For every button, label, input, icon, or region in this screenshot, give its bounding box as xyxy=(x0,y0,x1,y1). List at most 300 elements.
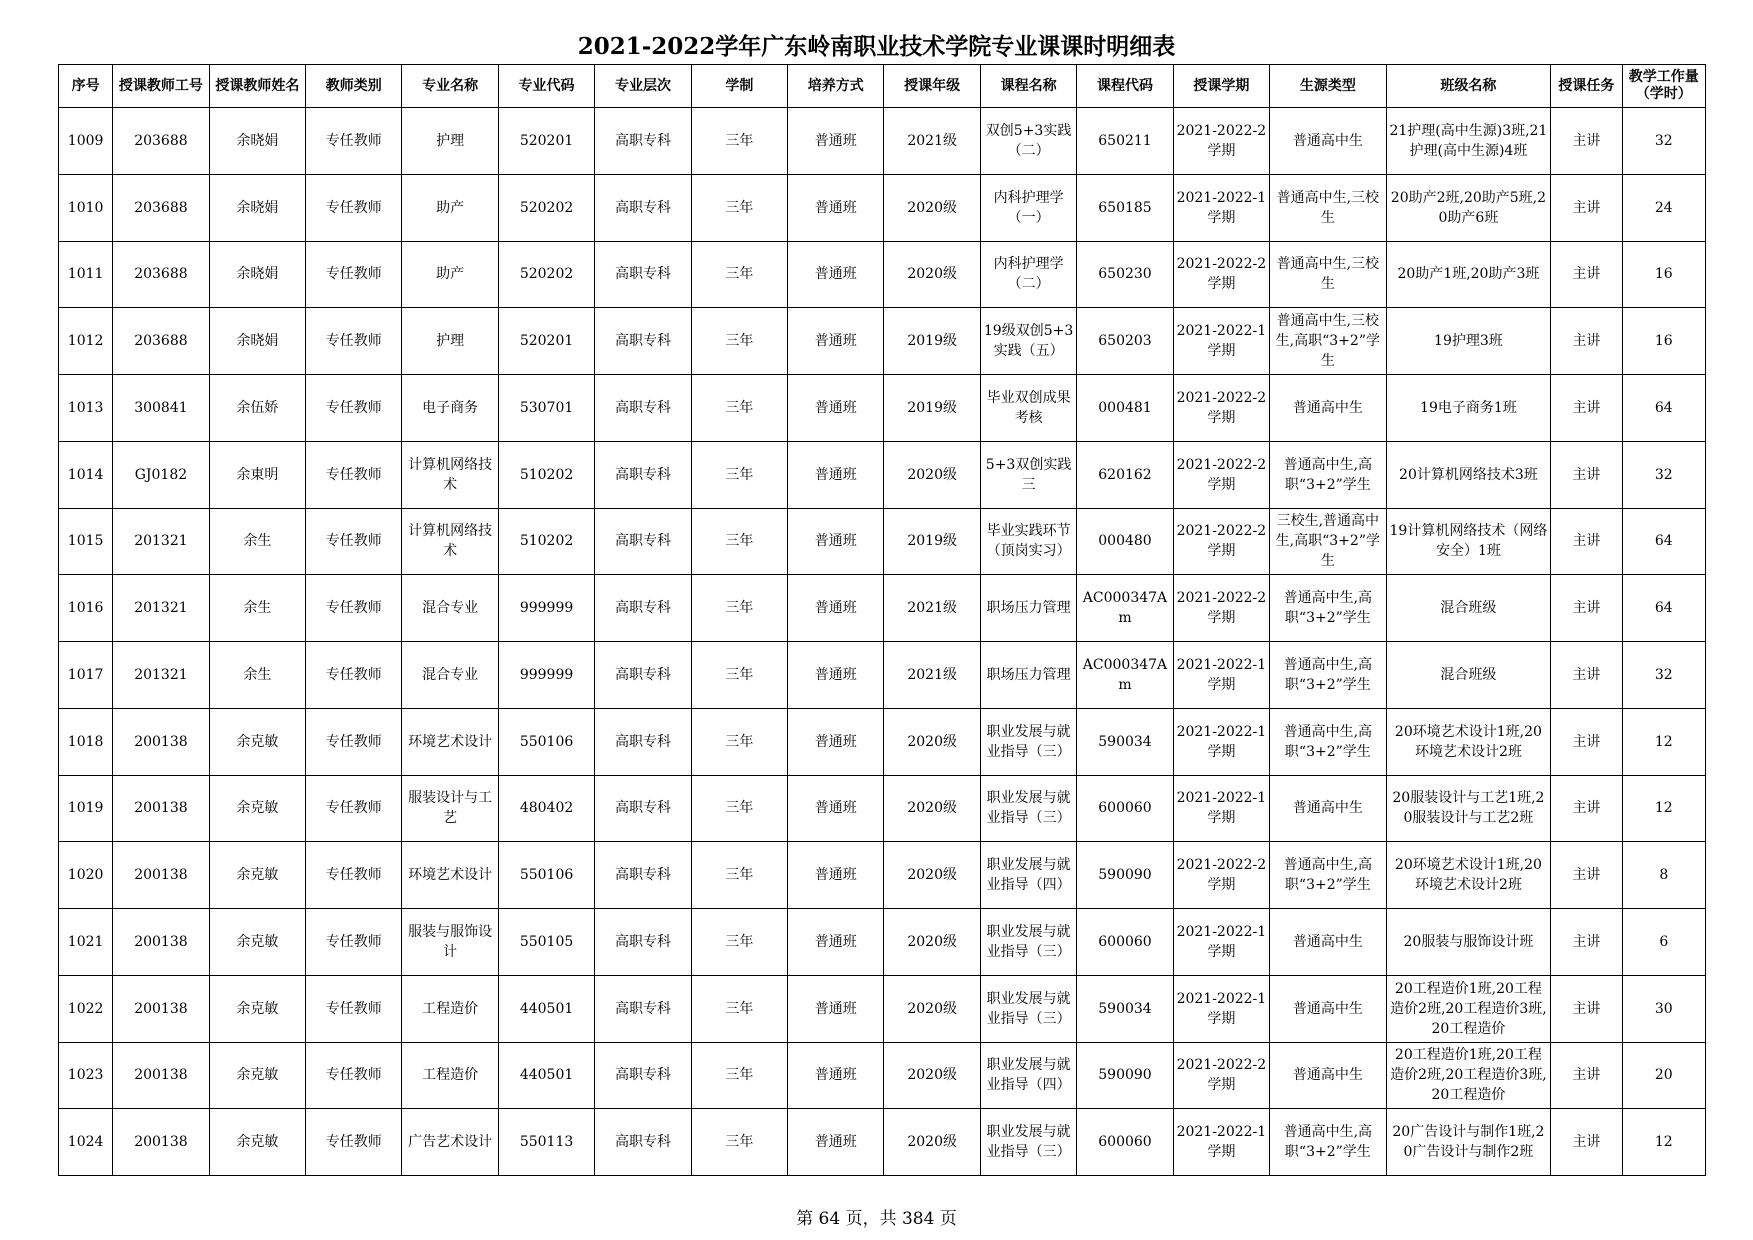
table-row xyxy=(59,575,1706,642)
table-cell: 三年 xyxy=(691,508,787,575)
table-cell: 201321 xyxy=(113,642,209,709)
table-cell: 24 xyxy=(1622,174,1705,241)
class-name-text: 混合班级 xyxy=(1440,600,1497,617)
table-cell: 主讲 xyxy=(1551,909,1622,976)
table-cell: 2021-2022-1学期 xyxy=(1173,708,1269,775)
table-cell: 550106 xyxy=(498,842,594,909)
table-cell xyxy=(1386,508,1551,575)
table-cell: 主讲 xyxy=(1551,108,1622,175)
class-name-text: 19电子商务1班 xyxy=(1420,399,1517,416)
table-row xyxy=(59,375,1706,442)
table-cell: 职业发展与就业指导（四） xyxy=(980,842,1076,909)
table-cell: 专任教师 xyxy=(306,775,402,842)
course-hours-table xyxy=(58,64,1706,1176)
table-cell: 三年 xyxy=(691,909,787,976)
table-cell: 1017 xyxy=(59,642,113,709)
column-header: 课程名称 xyxy=(980,65,1076,108)
table-cell: 600060 xyxy=(1077,775,1173,842)
table-cell: 20 xyxy=(1622,1042,1705,1109)
table-cell: 助产 xyxy=(402,174,498,241)
table-cell: 三年 xyxy=(691,441,787,508)
table-cell: 主讲 xyxy=(1551,375,1622,442)
table-cell: 2019级 xyxy=(884,308,980,375)
table-cell: 普通高中生,高职“3+2”学生 xyxy=(1270,575,1386,642)
table-cell: 高职专科 xyxy=(595,508,691,575)
table-cell: 1013 xyxy=(59,375,113,442)
table-cell: 普通高中生 xyxy=(1270,108,1386,175)
class-name-text: 20工程造价1班,20工程造价2班,20工程造价3班,20工程造价 xyxy=(1390,1047,1547,1104)
table-cell: 200138 xyxy=(113,708,209,775)
table-cell: 600060 xyxy=(1077,909,1173,976)
table-cell: 650211 xyxy=(1077,108,1173,175)
table-cell: 专任教师 xyxy=(306,708,402,775)
table-cell: 1012 xyxy=(59,308,113,375)
table-cell: 主讲 xyxy=(1551,308,1622,375)
table-cell: 三年 xyxy=(691,775,787,842)
table-cell: 三年 xyxy=(691,708,787,775)
table-cell: 职场压力管理 xyxy=(980,575,1076,642)
table-cell: 2021-2022-1学期 xyxy=(1173,308,1269,375)
table-cell xyxy=(1386,375,1551,442)
column-header: 授课任务 xyxy=(1551,65,1622,108)
column-header: 授课学期 xyxy=(1173,65,1269,108)
table-cell: 双创5+3实践（二） xyxy=(980,108,1076,175)
table-cell xyxy=(1386,575,1551,642)
class-name-text: 19计算机网络技术（网络安全）1班 xyxy=(1389,523,1548,560)
table-cell: 余晓娟 xyxy=(209,108,305,175)
table-cell: 普通高中生,高职“3+2”学生 xyxy=(1270,642,1386,709)
table-cell: 200138 xyxy=(113,909,209,976)
table-cell: 高职专科 xyxy=(595,708,691,775)
table-cell: 三年 xyxy=(691,575,787,642)
table-cell: 普通高中生 xyxy=(1270,909,1386,976)
column-header: 序号 xyxy=(59,65,113,108)
table-cell: 普通班 xyxy=(788,1109,884,1176)
table-cell: 高职专科 xyxy=(595,642,691,709)
table-cell: 余晓娟 xyxy=(209,241,305,308)
table-cell: 服装与服饰设计 xyxy=(402,909,498,976)
table-cell: 三年 xyxy=(691,241,787,308)
table-cell: 余晓娟 xyxy=(209,174,305,241)
table-row xyxy=(59,775,1706,842)
table-cell: GJ0182 xyxy=(113,441,209,508)
table-cell: 620162 xyxy=(1077,441,1173,508)
table-cell: 2021-2022-2学期 xyxy=(1173,575,1269,642)
table-cell xyxy=(1386,308,1551,375)
class-name-text: 20广告设计与制作1班,20广告设计与制作2班 xyxy=(1392,1124,1545,1161)
column-header: 班级名称 xyxy=(1386,65,1551,108)
table-cell: 1015 xyxy=(59,508,113,575)
table-cell: 550106 xyxy=(498,708,594,775)
column-header: 培养方式 xyxy=(788,65,884,108)
table-cell: 6 xyxy=(1622,909,1705,976)
table-cell: 环境艺术设计 xyxy=(402,708,498,775)
table-cell: 主讲 xyxy=(1551,575,1622,642)
table-cell: 三年 xyxy=(691,975,787,1042)
column-header: 授课教师工号 xyxy=(113,65,209,108)
table-cell: 主讲 xyxy=(1551,441,1622,508)
table-cell: 520201 xyxy=(498,108,594,175)
table-cell: 高职专科 xyxy=(595,975,691,1042)
table-cell: 环境艺术设计 xyxy=(402,842,498,909)
table-cell xyxy=(1386,441,1551,508)
table-cell: 余克敏 xyxy=(209,1042,305,1109)
table-cell: 专任教师 xyxy=(306,308,402,375)
table-cell: 520201 xyxy=(498,308,594,375)
table-cell: 32 xyxy=(1622,108,1705,175)
table-cell: 余克敏 xyxy=(209,775,305,842)
table-cell: 职业发展与就业指导（三） xyxy=(980,775,1076,842)
table-cell: 203688 xyxy=(113,174,209,241)
table-cell: 1023 xyxy=(59,1042,113,1109)
table-cell: 护理 xyxy=(402,108,498,175)
page-footer: 第 64 页，共 384 页 xyxy=(796,1209,957,1229)
table-cell: 8 xyxy=(1622,842,1705,909)
table-cell: 2021-2022-1学期 xyxy=(1173,975,1269,1042)
column-header: 教学工作量（学时） xyxy=(1622,65,1705,108)
table-cell: 32 xyxy=(1622,642,1705,709)
table-row xyxy=(59,508,1706,575)
table-cell: 2020级 xyxy=(884,174,980,241)
table-cell: 三校生,普通高中生,高职“3+2”学生 xyxy=(1270,508,1386,575)
column-header: 授课教师姓名 xyxy=(209,65,305,108)
class-name-text: 20环境艺术设计1班,20环境艺术设计2班 xyxy=(1394,857,1542,894)
column-header: 生源类型 xyxy=(1270,65,1386,108)
table-cell: 高职专科 xyxy=(595,308,691,375)
table-cell: 2020级 xyxy=(884,1109,980,1176)
table-cell: 30 xyxy=(1622,975,1705,1042)
table-cell: 计算机网络技术 xyxy=(402,441,498,508)
table-cell: 普通高中生 xyxy=(1270,775,1386,842)
table-cell: 16 xyxy=(1622,308,1705,375)
table-cell: 主讲 xyxy=(1551,1042,1622,1109)
table-cell: 32 xyxy=(1622,441,1705,508)
column-header: 学制 xyxy=(691,65,787,108)
table-cell: 999999 xyxy=(498,575,594,642)
table-cell: 余生 xyxy=(209,575,305,642)
table-cell: 19级双创5+3实践（五） xyxy=(980,308,1076,375)
table-cell xyxy=(1386,1109,1551,1176)
table-cell: 16 xyxy=(1622,241,1705,308)
table-cell: 专任教师 xyxy=(306,575,402,642)
table-cell: 主讲 xyxy=(1551,1109,1622,1176)
table-cell: 电子商务 xyxy=(402,375,498,442)
table-cell xyxy=(1386,975,1551,1042)
table-cell xyxy=(1386,174,1551,241)
table-cell: 普通班 xyxy=(788,375,884,442)
table-cell xyxy=(1386,1042,1551,1109)
table-cell: 550105 xyxy=(498,909,594,976)
table-cell: 2021级 xyxy=(884,108,980,175)
table-cell: 高职专科 xyxy=(595,375,691,442)
table-cell: 广告艺术设计 xyxy=(402,1109,498,1176)
table-cell: 440501 xyxy=(498,1042,594,1109)
table-cell: 三年 xyxy=(691,842,787,909)
table-cell: 2021-2022-1学期 xyxy=(1173,775,1269,842)
table-cell: 520202 xyxy=(498,241,594,308)
table-cell: 余克敏 xyxy=(209,708,305,775)
column-header: 授课年级 xyxy=(884,65,980,108)
table-cell: 职业发展与就业指导（四） xyxy=(980,1042,1076,1109)
table-cell: 主讲 xyxy=(1551,241,1622,308)
column-header: 教师类别 xyxy=(306,65,402,108)
table-cell: 2021-2022-1学期 xyxy=(1173,642,1269,709)
table-cell: 2021-2022-2学期 xyxy=(1173,842,1269,909)
table-cell: 三年 xyxy=(691,108,787,175)
table-cell: 余伍娇 xyxy=(209,375,305,442)
table-cell xyxy=(1386,708,1551,775)
table-cell xyxy=(1386,241,1551,308)
table-cell: 1009 xyxy=(59,108,113,175)
table-row xyxy=(59,1042,1706,1109)
table-cell: 专任教师 xyxy=(306,1109,402,1176)
table-cell: 2020级 xyxy=(884,241,980,308)
table-cell: 普通高中生,高职“3+2”学生 xyxy=(1270,441,1386,508)
table-cell: 服装设计与工艺 xyxy=(402,775,498,842)
table-cell: 2021-2022-1学期 xyxy=(1173,174,1269,241)
table-cell: 三年 xyxy=(691,174,787,241)
class-name-text: 21护理(高中生源)3班,21护理(高中生源)4班 xyxy=(1389,122,1548,159)
table-cell: 混合专业 xyxy=(402,642,498,709)
table-cell: AC000347Am xyxy=(1077,642,1173,709)
table-cell: 职业发展与就业指导（三） xyxy=(980,975,1076,1042)
table-cell: 650203 xyxy=(1077,308,1173,375)
table-cell: 2019级 xyxy=(884,375,980,442)
table-cell: 200138 xyxy=(113,975,209,1042)
column-header: 专业代码 xyxy=(498,65,594,108)
table-cell xyxy=(1386,108,1551,175)
table-cell: 2021级 xyxy=(884,642,980,709)
table-cell: 64 xyxy=(1622,375,1705,442)
table-cell xyxy=(1386,842,1551,909)
table-cell: 2020级 xyxy=(884,842,980,909)
table-cell: 余克敏 xyxy=(209,1109,305,1176)
table-cell: 主讲 xyxy=(1551,508,1622,575)
table-cell: 三年 xyxy=(691,642,787,709)
table-cell: 普通班 xyxy=(788,708,884,775)
table-cell: 毕业实践环节（顶岗实习） xyxy=(980,508,1076,575)
column-header: 专业层次 xyxy=(595,65,691,108)
table-cell: 职场压力管理 xyxy=(980,642,1076,709)
table-cell: 余克敏 xyxy=(209,975,305,1042)
table-cell: 2021-2022-2学期 xyxy=(1173,241,1269,308)
table-row xyxy=(59,308,1706,375)
table-cell: 200138 xyxy=(113,775,209,842)
table-cell: 余克敏 xyxy=(209,842,305,909)
table-cell: 普通高中生,高职“3+2”学生 xyxy=(1270,1109,1386,1176)
table-cell: 高职专科 xyxy=(595,775,691,842)
table-row xyxy=(59,174,1706,241)
table-cell: 2020级 xyxy=(884,975,980,1042)
table-cell: 590090 xyxy=(1077,1042,1173,1109)
table-cell: 专任教师 xyxy=(306,441,402,508)
table-cell: 三年 xyxy=(691,1042,787,1109)
table-cell: 普通高中生,高职“3+2”学生 xyxy=(1270,842,1386,909)
table-cell: 余克敏 xyxy=(209,909,305,976)
column-header: 专业名称 xyxy=(402,65,498,108)
table-cell: 余生 xyxy=(209,642,305,709)
table-row xyxy=(59,708,1706,775)
table-cell: 普通班 xyxy=(788,441,884,508)
table-cell: 520202 xyxy=(498,174,594,241)
table-cell: 普通班 xyxy=(788,575,884,642)
table-cell: 余生 xyxy=(209,508,305,575)
header-row xyxy=(59,65,1706,108)
table-cell: 1011 xyxy=(59,241,113,308)
table-cell: 专任教师 xyxy=(306,375,402,442)
table-cell: 12 xyxy=(1622,708,1705,775)
table-cell: 2021-2022-1学期 xyxy=(1173,909,1269,976)
table-cell: 主讲 xyxy=(1551,708,1622,775)
table-cell: 2019级 xyxy=(884,508,980,575)
table-cell: 高职专科 xyxy=(595,842,691,909)
table-cell: 普通高中生,高职“3+2”学生 xyxy=(1270,708,1386,775)
table-cell: 高职专科 xyxy=(595,108,691,175)
table-cell: 内科护理学（一） xyxy=(980,174,1076,241)
table-cell: 普通班 xyxy=(788,775,884,842)
table-cell: 高职专科 xyxy=(595,1042,691,1109)
table-cell: 助产 xyxy=(402,241,498,308)
table-cell: 普通班 xyxy=(788,1042,884,1109)
table-cell: 300841 xyxy=(113,375,209,442)
table-cell: 2021-2022-1学期 xyxy=(1173,1109,1269,1176)
table-cell: 64 xyxy=(1622,575,1705,642)
table-cell: 主讲 xyxy=(1551,174,1622,241)
table-cell: 2020级 xyxy=(884,909,980,976)
table-cell: 2021-2022-2学期 xyxy=(1173,508,1269,575)
table-cell: 590090 xyxy=(1077,842,1173,909)
table-cell: 高职专科 xyxy=(595,441,691,508)
table-cell: 毕业双创成果考核 xyxy=(980,375,1076,442)
class-name-text: 19护理3班 xyxy=(1434,333,1503,350)
class-name-text: 20工程造价1班,20工程造价2班,20工程造价3班,20工程造价 xyxy=(1390,980,1547,1037)
table-cell: 计算机网络技术 xyxy=(402,508,498,575)
table-cell: 高职专科 xyxy=(595,241,691,308)
table-cell: 普通高中生 xyxy=(1270,1042,1386,1109)
table-cell: 普通班 xyxy=(788,108,884,175)
table-cell: 000481 xyxy=(1077,375,1173,442)
column-header: 课程代码 xyxy=(1077,65,1173,108)
table-cell: 三年 xyxy=(691,308,787,375)
table-cell: 三年 xyxy=(691,375,787,442)
table-cell: 650185 xyxy=(1077,174,1173,241)
table-cell: 专任教师 xyxy=(306,174,402,241)
table-cell: 650230 xyxy=(1077,241,1173,308)
table-cell: 1024 xyxy=(59,1109,113,1176)
page-title: 2021-2022学年广东岭南职业技术学院专业课课时明细表 xyxy=(577,33,1176,60)
table-cell: 550113 xyxy=(498,1109,594,1176)
table-row xyxy=(59,842,1706,909)
table-cell: 普通班 xyxy=(788,909,884,976)
table-cell: 主讲 xyxy=(1551,842,1622,909)
table-cell: 专任教师 xyxy=(306,975,402,1042)
table-cell: 530701 xyxy=(498,375,594,442)
table-cell: 混合专业 xyxy=(402,575,498,642)
table-cell: 2021-2022-2学期 xyxy=(1173,108,1269,175)
table-cell xyxy=(1386,775,1551,842)
table-cell: 余東明 xyxy=(209,441,305,508)
table-cell: 2021级 xyxy=(884,575,980,642)
table-row xyxy=(59,909,1706,976)
table-cell: 工程造价 xyxy=(402,975,498,1042)
table-cell: 590034 xyxy=(1077,975,1173,1042)
table-cell: 高职专科 xyxy=(595,174,691,241)
table-row xyxy=(59,1109,1706,1176)
table-cell: 12 xyxy=(1622,1109,1705,1176)
table-cell: 专任教师 xyxy=(306,241,402,308)
table-cell: 2021-2022-2学期 xyxy=(1173,441,1269,508)
table-row xyxy=(59,441,1706,508)
table-cell: 510202 xyxy=(498,441,594,508)
table-cell: 普通高中生 xyxy=(1270,975,1386,1042)
table-cell: 1022 xyxy=(59,975,113,1042)
table-cell: 普通班 xyxy=(788,174,884,241)
table-cell: 1016 xyxy=(59,575,113,642)
table-cell: 203688 xyxy=(113,241,209,308)
table-cell: 2021-2022-2学期 xyxy=(1173,375,1269,442)
table-cell: 职业发展与就业指导（三） xyxy=(980,1109,1076,1176)
table-cell: 1014 xyxy=(59,441,113,508)
table-cell: 590034 xyxy=(1077,708,1173,775)
table-cell: 职业发展与就业指导（三） xyxy=(980,708,1076,775)
table-cell: 高职专科 xyxy=(595,575,691,642)
table-cell: 201321 xyxy=(113,575,209,642)
table-cell xyxy=(1386,909,1551,976)
table-cell: 480402 xyxy=(498,775,594,842)
table-cell: 普通班 xyxy=(788,642,884,709)
table-cell: 主讲 xyxy=(1551,775,1622,842)
table-cell: 专任教师 xyxy=(306,909,402,976)
class-name-text: 混合班级 xyxy=(1440,666,1497,683)
table-cell: 工程造价 xyxy=(402,1042,498,1109)
table-cell: 999999 xyxy=(498,642,594,709)
table-cell: 2020级 xyxy=(884,708,980,775)
table-cell: 普通班 xyxy=(788,975,884,1042)
table-row xyxy=(59,108,1706,175)
table-cell: 普通高中生,三校生,高职“3+2”学生 xyxy=(1270,308,1386,375)
table-cell: 主讲 xyxy=(1551,642,1622,709)
table-cell: 2020级 xyxy=(884,441,980,508)
table-cell: 余晓娟 xyxy=(209,308,305,375)
class-name-text: 20服装与服饰设计班 xyxy=(1403,933,1534,950)
table-cell: 高职专科 xyxy=(595,1109,691,1176)
table-cell: 专任教师 xyxy=(306,108,402,175)
table-cell: 三年 xyxy=(691,1109,787,1176)
table-cell: 203688 xyxy=(113,308,209,375)
table-row xyxy=(59,241,1706,308)
table-cell: 200138 xyxy=(113,842,209,909)
table-cell: 主讲 xyxy=(1551,975,1622,1042)
table-cell: 普通班 xyxy=(788,241,884,308)
table-cell: 专任教师 xyxy=(306,1042,402,1109)
table-cell: 普通班 xyxy=(788,842,884,909)
table-cell: 1018 xyxy=(59,708,113,775)
table-cell: 普通高中生,三校生 xyxy=(1270,241,1386,308)
table-cell: 510202 xyxy=(498,508,594,575)
table-cell: 440501 xyxy=(498,975,594,1042)
table-cell: 64 xyxy=(1622,508,1705,575)
table-cell: AC000347Am xyxy=(1077,575,1173,642)
table-cell: 203688 xyxy=(113,108,209,175)
table-cell: 专任教师 xyxy=(306,642,402,709)
class-name-text: 20助产2班,20助产5班,20助产6班 xyxy=(1390,189,1547,226)
table-cell: 普通高中生 xyxy=(1270,375,1386,442)
table-cell: 600060 xyxy=(1077,1109,1173,1176)
table-row xyxy=(59,642,1706,709)
table-cell: 普通班 xyxy=(788,508,884,575)
table-cell: 1010 xyxy=(59,174,113,241)
table-cell: 200138 xyxy=(113,1109,209,1176)
